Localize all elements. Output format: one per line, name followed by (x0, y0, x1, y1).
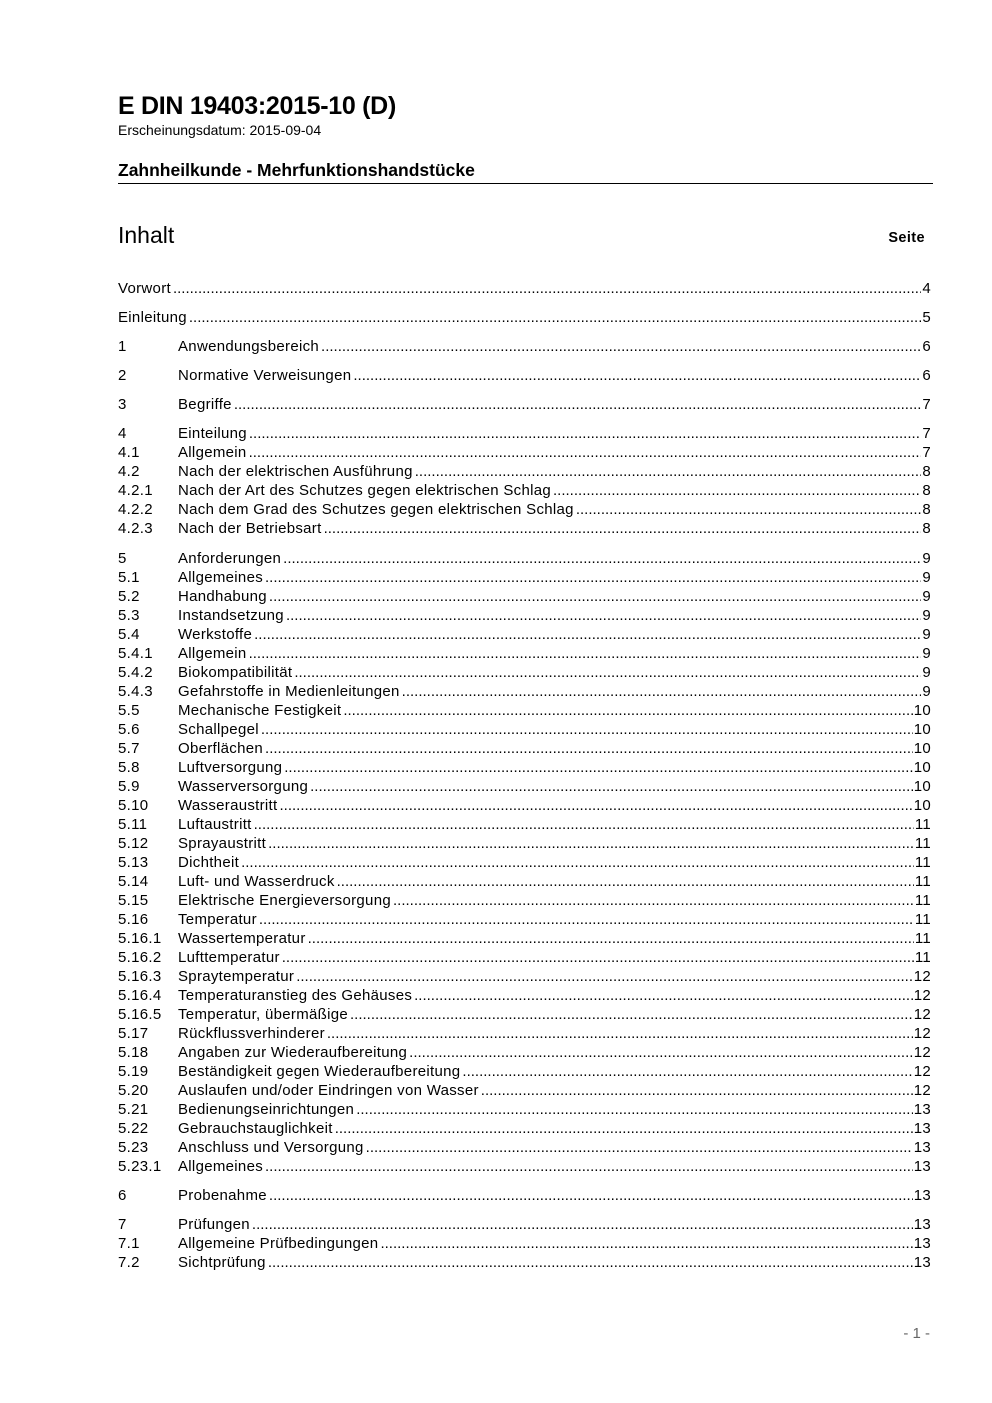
toc-dot-leader (268, 834, 914, 853)
toc-entry-number: 5.10 (118, 797, 149, 814)
toc-entry[interactable] (118, 967, 931, 986)
toc-entry[interactable] (118, 1024, 931, 1043)
toc-entry-page: 10 (913, 702, 931, 719)
toc-entry-page: 5 (922, 309, 931, 326)
toc-entry-page: 11 (914, 930, 931, 947)
toc-entry-title: Probenahme (178, 1187, 267, 1204)
toc-entry-number: 5.16.1 (118, 930, 162, 947)
toc-entry-number: 5.12 (118, 835, 149, 852)
toc-entry-number: 7.2 (118, 1254, 140, 1271)
toc-entry-number: 5 (118, 550, 127, 567)
toc-entry-number: 5.17 (118, 1025, 149, 1042)
toc-entry-page: 11 (914, 854, 931, 871)
toc-dot-leader (261, 720, 913, 739)
toc-entry-page: 6 (922, 338, 931, 355)
toc-entry-number: 5.16.3 (118, 968, 162, 985)
toc-entry-title: Handhabung (178, 588, 267, 605)
toc-entry-number: 5.16.5 (118, 1006, 162, 1023)
document-title: E DIN 19403:2015-10 (D) (118, 92, 396, 120)
toc-entry-number: 3 (118, 396, 127, 413)
toc-entry-title: Angaben zur Wiederaufbereitung (178, 1044, 408, 1061)
toc-entry-number: 2 (118, 367, 127, 384)
toc-dot-leader (327, 1024, 913, 1043)
toc-entry-title: Biokompatibilität (178, 664, 293, 681)
toc-entry-page: 9 (922, 626, 931, 643)
toc-dot-leader (259, 910, 914, 929)
toc-entry-page: 12 (913, 987, 931, 1004)
toc-entry-number: 5.8 (118, 759, 140, 776)
toc-entry[interactable] (118, 606, 931, 625)
toc-entry[interactable] (118, 1186, 931, 1205)
toc-entry[interactable] (118, 663, 931, 682)
toc-entry-page: 12 (913, 1082, 931, 1099)
toc-entry[interactable] (118, 366, 931, 385)
toc-entry-number: 5.20 (118, 1082, 149, 1099)
toc-entry-page: 13 (913, 1101, 931, 1118)
toc-dot-leader (234, 395, 922, 414)
toc-entry-number: 5.18 (118, 1044, 149, 1061)
toc-dot-leader (265, 739, 913, 758)
toc-entry-page: 11 (914, 835, 931, 852)
toc-entry[interactable] (118, 481, 931, 500)
toc-entry-number: 5.23.1 (118, 1158, 162, 1175)
toc-entry-number: 7 (118, 1216, 127, 1233)
toc-entry-page: 9 (922, 588, 931, 605)
toc-dot-leader (283, 549, 921, 568)
toc-entry-number: 5.15 (118, 892, 149, 909)
toc-entry-number: 5.3 (118, 607, 140, 624)
toc-entry-title: Luftaustritt (178, 816, 252, 833)
toc-dot-leader (310, 777, 913, 796)
toc-entry[interactable] (118, 308, 931, 327)
toc-entry-title: Allgemeines (178, 569, 264, 586)
toc-dot-leader (366, 1138, 913, 1157)
toc-entry-title: Nach der Betriebsart (178, 520, 322, 537)
toc-entry-title: Allgemeines (178, 1158, 264, 1175)
toc-entry-page: 7 (922, 396, 931, 413)
toc-entry[interactable] (118, 500, 931, 519)
toc-entry-page: 12 (913, 1025, 931, 1042)
toc-dot-leader (269, 1186, 913, 1205)
toc-entry-title: Temperatur (178, 911, 257, 928)
toc-entry-title: Schallpegel (178, 721, 259, 738)
toc-entry-page: 11 (914, 911, 931, 928)
toc-dot-leader (269, 587, 921, 606)
toc-entry[interactable] (118, 568, 931, 587)
toc-entry-page: 6 (922, 367, 931, 384)
toc-entry-title: Elektrische Energieversorgung (178, 892, 391, 909)
toc-entry-title: Luft- und Wasserdruck (178, 873, 335, 890)
toc-entry-page: 9 (922, 645, 931, 662)
toc-entry-page: 10 (913, 740, 931, 757)
toc-entry-title: Wasserversorgung (178, 778, 309, 795)
toc-dot-leader (343, 701, 912, 720)
toc-entry-page: 8 (922, 463, 931, 480)
toc-entry[interactable] (118, 777, 931, 796)
toc-entry-number: 4.2.2 (118, 501, 153, 518)
toc-entry-title: Sichtprüfung (178, 1254, 266, 1271)
toc-entry-page: 12 (913, 1044, 931, 1061)
toc-dot-leader (335, 1119, 913, 1138)
toc-entry-number: 1 (118, 338, 127, 355)
toc-entry-title: Gebrauchstauglichkeit (178, 1120, 333, 1137)
toc-page-column-label: Seite (888, 230, 925, 246)
toc-entry-title: Spraytemperatur (178, 968, 295, 985)
document-subtitle: Zahnheilkunde - Mehrfunktionshandstücke (118, 160, 475, 180)
toc-entry-title: Rückflussverhinderer (178, 1025, 325, 1042)
toc-entry-title: Sprayaustritt (178, 835, 267, 852)
toc-entry-title: Nach der Art des Schutzes gegen elektrischen Schlag (178, 482, 552, 499)
toc-dot-leader (296, 967, 912, 986)
toc-entry-title: Wassertemperatur (178, 930, 306, 947)
toc-entry[interactable] (118, 929, 931, 948)
toc-entry-number: 5.4.2 (118, 664, 153, 681)
toc-entry-title: Dichtheit (178, 854, 240, 871)
toc-entry-page: 11 (914, 949, 931, 966)
toc-entry-page: 10 (913, 721, 931, 738)
toc-entry-page: 10 (913, 778, 931, 795)
toc-entry-number: 5.14 (118, 873, 149, 890)
toc-entry[interactable] (118, 1043, 931, 1062)
toc-entry-page: 13 (913, 1235, 931, 1252)
toc-entry-number: 5.22 (118, 1120, 149, 1137)
toc-dot-leader (249, 424, 921, 443)
toc-entry-page: 9 (922, 683, 931, 700)
toc-entry[interactable] (118, 1157, 931, 1176)
toc-entry[interactable] (118, 549, 931, 568)
toc-entry[interactable] (118, 279, 931, 298)
toc-entry-number: 7.1 (118, 1235, 140, 1252)
toc-dot-leader (553, 481, 921, 500)
toc-entry-number: 4.1 (118, 444, 140, 461)
toc-entry-number: 5.19 (118, 1063, 149, 1080)
toc-entry-page: 11 (914, 873, 931, 890)
toc-dot-leader (415, 462, 922, 481)
toc-entry-title: Temperatur, übermäßige (178, 1006, 349, 1023)
toc-entry-number: 5.6 (118, 721, 140, 738)
toc-entry-number: 5.1 (118, 569, 140, 586)
toc-entry-title: Normative Verweisungen (178, 367, 352, 384)
toc-entry[interactable] (118, 701, 931, 720)
publication-date: Erscheinungsdatum: 2015-09-04 (118, 122, 322, 138)
toc-dot-leader (252, 1215, 913, 1234)
toc-dot-leader (402, 682, 922, 701)
toc-entry-page: 8 (922, 520, 931, 537)
toc-entry-title: Bedienungseinrichtungen (178, 1101, 355, 1118)
toc-dot-leader (268, 1253, 913, 1272)
toc-entry[interactable] (118, 1100, 931, 1119)
toc-entry[interactable] (118, 1081, 931, 1100)
toc-entry-number: 5.4.1 (118, 645, 153, 662)
toc-entry-title: Beständigkeit gegen Wiederaufbereitung (178, 1063, 461, 1080)
toc-dot-leader (462, 1062, 912, 1081)
toc-entry-page: 10 (913, 759, 931, 776)
toc-entry[interactable] (118, 1062, 931, 1081)
toc-dot-leader (308, 929, 914, 948)
toc-entry[interactable] (118, 462, 931, 481)
toc-entry-number: 5.16.2 (118, 949, 162, 966)
toc-heading: Inhalt (118, 222, 175, 248)
toc-entry[interactable] (118, 720, 931, 739)
toc-entry-title: Nach der elektrischen Ausführung (178, 463, 413, 480)
toc-entry-title: Luftversorgung (178, 759, 283, 776)
toc-dot-leader (189, 308, 921, 327)
toc-entry[interactable] (118, 519, 931, 538)
toc-dot-leader (284, 758, 912, 777)
toc-entry-title: Prüfungen (178, 1216, 250, 1233)
toc-entry[interactable] (118, 1215, 931, 1234)
toc-dot-leader (350, 1005, 913, 1024)
toc-entry[interactable] (118, 682, 931, 701)
toc-entry-page: 13 (913, 1254, 931, 1271)
toc-entry-page: 12 (913, 1063, 931, 1080)
toc-entry[interactable] (118, 424, 931, 443)
toc-entry-title: Wasseraustritt (178, 797, 278, 814)
toc-entry-page: 13 (913, 1187, 931, 1204)
toc-dot-leader (249, 443, 922, 462)
toc-entry-page: 9 (922, 664, 931, 681)
toc-entry[interactable] (118, 834, 931, 853)
toc-entry-page: 10 (913, 797, 931, 814)
toc-entry-title: Anforderungen (178, 550, 282, 567)
toc-entry[interactable] (118, 758, 931, 777)
toc-entry-number: 4 (118, 425, 127, 442)
toc-entry-number: 5.13 (118, 854, 149, 871)
toc-entry-page: 12 (913, 968, 931, 985)
toc-dot-leader (173, 279, 921, 298)
toc-dot-leader (249, 644, 922, 663)
toc-entry[interactable] (118, 948, 931, 967)
toc-dot-leader (286, 606, 921, 625)
toc-entry[interactable] (118, 910, 931, 929)
toc-entry-page: 7 (922, 444, 931, 461)
toc-entry[interactable] (118, 986, 931, 1005)
toc-entry[interactable] (118, 395, 931, 414)
toc-entry-title: Gefahrstoffe in Medienleitungen (178, 683, 400, 700)
toc-entry[interactable] (118, 625, 931, 644)
toc-entry-title: Einleitung (118, 309, 187, 326)
toc-dot-leader (265, 568, 921, 587)
toc-entry-page: 9 (922, 569, 931, 586)
toc-entry[interactable] (118, 853, 931, 872)
toc-entry-title: Einteilung (178, 425, 247, 442)
toc-entry-title: Oberflächen (178, 740, 264, 757)
toc-entry-page: 13 (913, 1139, 931, 1156)
toc-entry-number: 5.4 (118, 626, 140, 643)
toc-entry-title: Lufttemperatur (178, 949, 280, 966)
toc-entry-page: 9 (922, 607, 931, 624)
toc-entry-title: Auslaufen und/oder Eindringen von Wasser (178, 1082, 479, 1099)
toc-entry-number: 5.23 (118, 1139, 149, 1156)
toc-entry[interactable] (118, 1138, 931, 1157)
toc-dot-leader (254, 815, 914, 834)
toc-entry[interactable] (118, 1234, 931, 1253)
toc-entry-page: 7 (922, 425, 931, 442)
toc-entry-page: 9 (922, 550, 931, 567)
toc-entry[interactable] (118, 1253, 931, 1272)
toc-entry-title: Anschluss und Versorgung (178, 1139, 364, 1156)
toc-entry[interactable] (118, 891, 931, 910)
toc-entry-title: Nach dem Grad des Schutzes gegen elektrischen Schlag (178, 501, 574, 518)
toc-dot-leader (576, 500, 922, 519)
toc-entry[interactable] (118, 1005, 931, 1024)
toc-entry-title: Allgemein (178, 444, 247, 461)
toc-entry[interactable] (118, 872, 931, 891)
toc-entry-title: Allgemeine Prüfbedingungen (178, 1235, 379, 1252)
toc-entry-page: 13 (913, 1216, 931, 1233)
toc-entry-number: 5.7 (118, 740, 140, 757)
toc-entry-page: 13 (913, 1120, 931, 1137)
toc-entry-page: 4 (922, 280, 931, 297)
toc-entry-title: Vorwort (118, 280, 171, 297)
toc-entry-title: Allgemein (178, 645, 247, 662)
toc-entry-number: 5.11 (118, 816, 148, 833)
toc-entry-page: 8 (922, 501, 931, 518)
toc-dot-leader (356, 1100, 913, 1119)
toc-entry[interactable] (118, 337, 931, 356)
toc-entry-number: 5.2 (118, 588, 140, 605)
toc-entry-title: Anwendungsbereich (178, 338, 320, 355)
toc-entry-page: 11 (914, 816, 931, 833)
toc-dot-leader (481, 1081, 913, 1100)
toc-entry-number: 5.16.4 (118, 987, 162, 1004)
toc-dot-leader (324, 519, 922, 538)
toc-entry-number: 5.4.3 (118, 683, 153, 700)
toc-entry[interactable] (118, 644, 931, 663)
toc-dot-leader (241, 853, 914, 872)
toc-dot-leader (414, 986, 913, 1005)
toc-dot-leader (353, 366, 921, 385)
toc-dot-leader (254, 625, 921, 644)
toc-entry-title: Mechanische Festigkeit (178, 702, 342, 719)
toc-entry-number: 5.16 (118, 911, 149, 928)
toc-entry-number: 6 (118, 1187, 127, 1204)
toc-dot-leader (265, 1157, 913, 1176)
toc-entry[interactable] (118, 587, 931, 606)
toc-entry-number: 5.9 (118, 778, 140, 795)
toc-entry-page: 11 (914, 892, 931, 909)
toc-entry-title: Instandsetzung (178, 607, 284, 624)
toc-entry[interactable] (118, 815, 931, 834)
toc-entry-page: 13 (913, 1158, 931, 1175)
toc-entry-number: 4.2.1 (118, 482, 153, 499)
toc-entry-number: 5.5 (118, 702, 140, 719)
toc-dot-leader (337, 872, 914, 891)
toc-entry-number: 4.2 (118, 463, 140, 480)
toc-dot-leader (393, 891, 914, 910)
toc-entry-number: 5.21 (118, 1101, 149, 1118)
toc-dot-leader (321, 337, 921, 356)
toc-entry[interactable] (118, 443, 931, 462)
toc-entry-title: Begriffe (178, 396, 232, 413)
toc-entry[interactable] (118, 796, 931, 815)
toc-entry-page: 8 (922, 482, 931, 499)
table-of-contents (118, 0, 931, 1403)
toc-dot-leader (380, 1234, 912, 1253)
toc-entry-number: 4.2.3 (118, 520, 153, 537)
toc-dot-leader (409, 1043, 913, 1062)
toc-entry-page: 12 (913, 1006, 931, 1023)
toc-entry[interactable] (118, 739, 931, 758)
toc-dot-leader (282, 948, 914, 967)
toc-dot-leader (294, 663, 921, 682)
page-number: - 1 - (903, 1325, 930, 1342)
toc-entry[interactable] (118, 1119, 931, 1138)
toc-entry-title: Temperaturanstieg des Gehäuses (178, 987, 413, 1004)
toc-entry-title: Werkstoffe (178, 626, 253, 643)
toc-dot-leader (280, 796, 913, 815)
